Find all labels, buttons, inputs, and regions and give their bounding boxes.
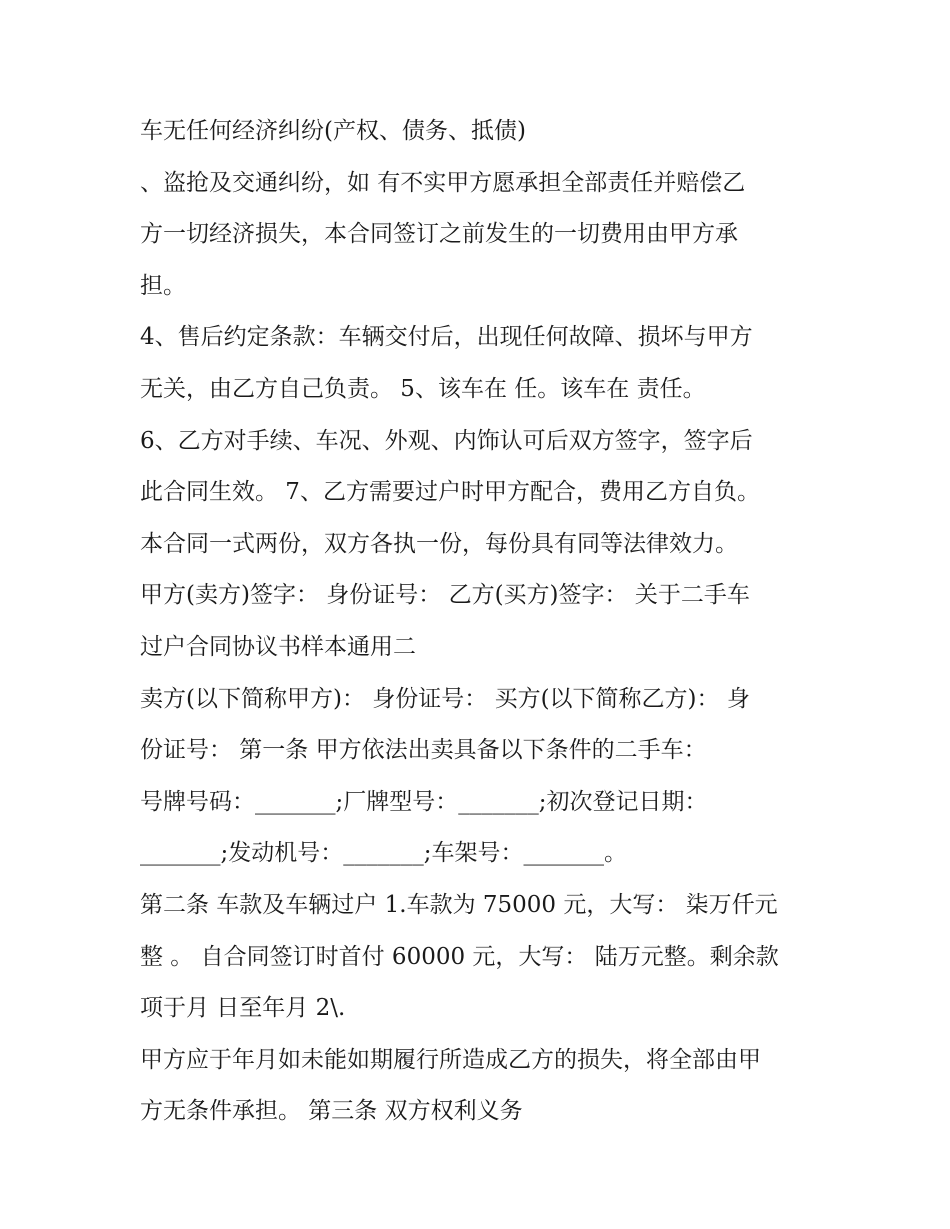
text-line: 车无任何经济纠纷(产权、债务、抵债)	[140, 118, 526, 144]
text-line: 整 。 自合同签订时首付 60000 元，大写： 陆万元整。剩余款	[140, 943, 779, 970]
text-line: 项于月 日至年月 2\.	[140, 995, 346, 1022]
text-line: 此合同生效。 7、乙方需要过户时甲方配合，费用乙方自负。	[140, 479, 760, 506]
text-line: 6、乙方对手续、车况、外观、内饰认可后双方签字，签字后	[140, 427, 753, 454]
text-line: 份证号： 第一条 甲方依法出卖具备以下条件的二手车：	[140, 737, 707, 764]
text-line: 卖方(以下简称甲方)： 身份证号： 买方(以下简称乙方)： 身	[140, 685, 750, 712]
text-line: 方无条件承担。 第三条 双方权利义务	[140, 1098, 523, 1125]
text-line: 甲方(卖方)签字： 身份证号： 乙方(买方)签字： 关于二手车	[140, 582, 750, 609]
text-line: 甲方应于年月如未能如期履行所造成乙方的损失，将全部由甲	[140, 1046, 761, 1073]
text-line: 本合同一式两份，双方各执一份，每份具有同等法律效力。	[140, 530, 738, 557]
text-line: 、盗抢及交通纠纷，如 有不实甲方愿承担全部责任并赔偿乙	[140, 169, 746, 196]
text-line: 无关，由乙方自己负责。 5、该车在 任。该车在 责任。	[140, 375, 706, 402]
text-line: 第二条 车款及车辆过户 1.车款为 75000 元，大写： 柒万仟元	[140, 891, 778, 918]
contract-body-text	[140, 106, 830, 1138]
text-line: 4、售后约定条款：车辆交付后，出现任何故障、损坏与甲方	[140, 324, 753, 351]
text-line: 方一切经济损失，本合同签订之前发生的一切费用由甲方承	[140, 221, 738, 248]
text-line: 号牌号码：_______;厂牌型号：_______;初次登记日期：	[140, 788, 708, 815]
text-line: 过户合同协议书样本通用二	[140, 633, 416, 660]
text-line: _______;发动机号：_______;车架号：_______。	[140, 840, 627, 867]
text-line: 担。	[140, 272, 186, 299]
